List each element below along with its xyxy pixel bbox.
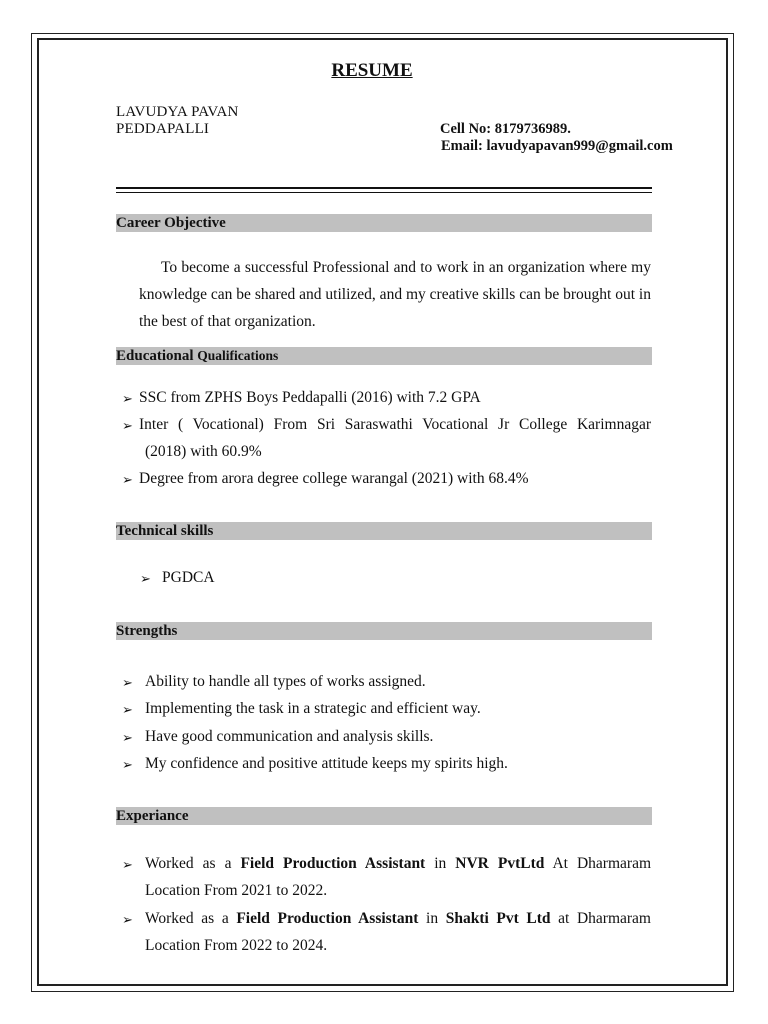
strength-item: Have good communication and analysis skills. <box>145 727 434 745</box>
experience-2-line2: Location From 2022 to 2024. <box>145 936 328 954</box>
education-item-degree: Degree from arora degree college warangal (2021) with 68.4% <box>139 470 529 487</box>
technical-list <box>140 567 640 589</box>
experience-2-line1: Worked as a Field Production Assistant in Shakti Pvt Ltd at Dharmaram <box>145 909 651 927</box>
section-heading-education <box>116 347 652 365</box>
arrow-bullet-icon: ➢ <box>122 729 133 745</box>
education-item-inter: Inter ( Vocational) From Sri Saraswathi Vocational Jr College Karimnagar <box>139 416 651 433</box>
list-item <box>140 567 640 589</box>
header-divider-thick <box>116 187 652 189</box>
education-heading-part1: Educational <box>116 348 198 364</box>
candidate-name: LAVUDYA PAVAN <box>116 104 239 120</box>
strength-item: My confidence and positive attitude keeps my spirits high. <box>145 754 508 772</box>
career-objective-body: To become a successful Professional and to work in an organization where my knowledge can be shared and utilized, and my creative skills can be brought out in the best of that organization. <box>139 259 651 330</box>
list-item <box>122 384 652 411</box>
experience-1-role: Field Production Assistant <box>240 855 426 872</box>
education-item-inter-cont: (2018) with 60.9% <box>145 443 262 460</box>
experience-1-line2: Location From 2021 to 2022. <box>145 882 328 900</box>
section-heading-career: Career Objective <box>116 214 652 232</box>
strength-item: Ability to handle all types of works assigned. <box>145 673 426 690</box>
section-heading-experience: Experiance <box>116 807 652 825</box>
cell-number: Cell No: 8179736989. <box>440 121 571 137</box>
section-heading-technical: Technical skills <box>116 522 652 540</box>
list-item <box>122 438 652 465</box>
arrow-bullet-icon: ➢ <box>122 857 133 872</box>
arrow-bullet-icon: ➢ <box>122 418 133 433</box>
strength-item: Implementing the task in a strategic and efficient way. <box>145 700 481 718</box>
technical-item: PGDCA <box>162 569 215 586</box>
arrow-bullet-icon: ➢ <box>122 675 133 690</box>
list-item <box>122 750 652 777</box>
experience-item-1 <box>145 850 651 905</box>
arrow-bullet-icon: ➢ <box>122 911 133 927</box>
education-heading-part2: Qualifications <box>197 348 279 363</box>
list-item <box>122 905 652 960</box>
experience-2-role: Field Production Assistant <box>236 909 419 927</box>
candidate-city: PEDDAPALLI <box>116 121 210 137</box>
arrow-bullet-icon: ➢ <box>122 756 133 772</box>
experience-item-2 <box>145 905 651 960</box>
list-item <box>122 850 652 905</box>
email-address: Email: lavudyapavan999@gmail.com <box>441 138 673 154</box>
arrow-bullet-icon: ➢ <box>122 702 133 718</box>
list-item <box>122 668 652 695</box>
list-item <box>122 411 652 438</box>
experience-1-line1: Worked as a Field Production Assistant in NVR PvtLtd At Dharmaram <box>145 855 652 872</box>
header-divider-thin <box>116 192 652 193</box>
resume-title: RESUME <box>331 60 413 81</box>
strengths-list <box>122 668 652 777</box>
list-item <box>122 465 652 492</box>
experience-2-company: Shakti Pvt Ltd <box>445 909 551 927</box>
list-item <box>122 695 652 722</box>
arrow-bullet-icon: ➢ <box>140 571 151 586</box>
education-list <box>122 384 652 492</box>
experience-1-company: NVR PvtLtd <box>455 855 545 872</box>
education-item-ssc: SSC from ZPHS Boys Peddapalli (2016) with 7.2 GPA <box>139 389 481 406</box>
experience-list <box>122 850 652 959</box>
list-item <box>122 723 652 750</box>
section-heading-strengths: Strengths <box>116 622 652 640</box>
career-objective-text <box>139 254 651 335</box>
page-border-inner <box>37 38 728 986</box>
arrow-bullet-icon: ➢ <box>122 391 133 406</box>
arrow-bullet-icon: ➢ <box>122 472 133 487</box>
